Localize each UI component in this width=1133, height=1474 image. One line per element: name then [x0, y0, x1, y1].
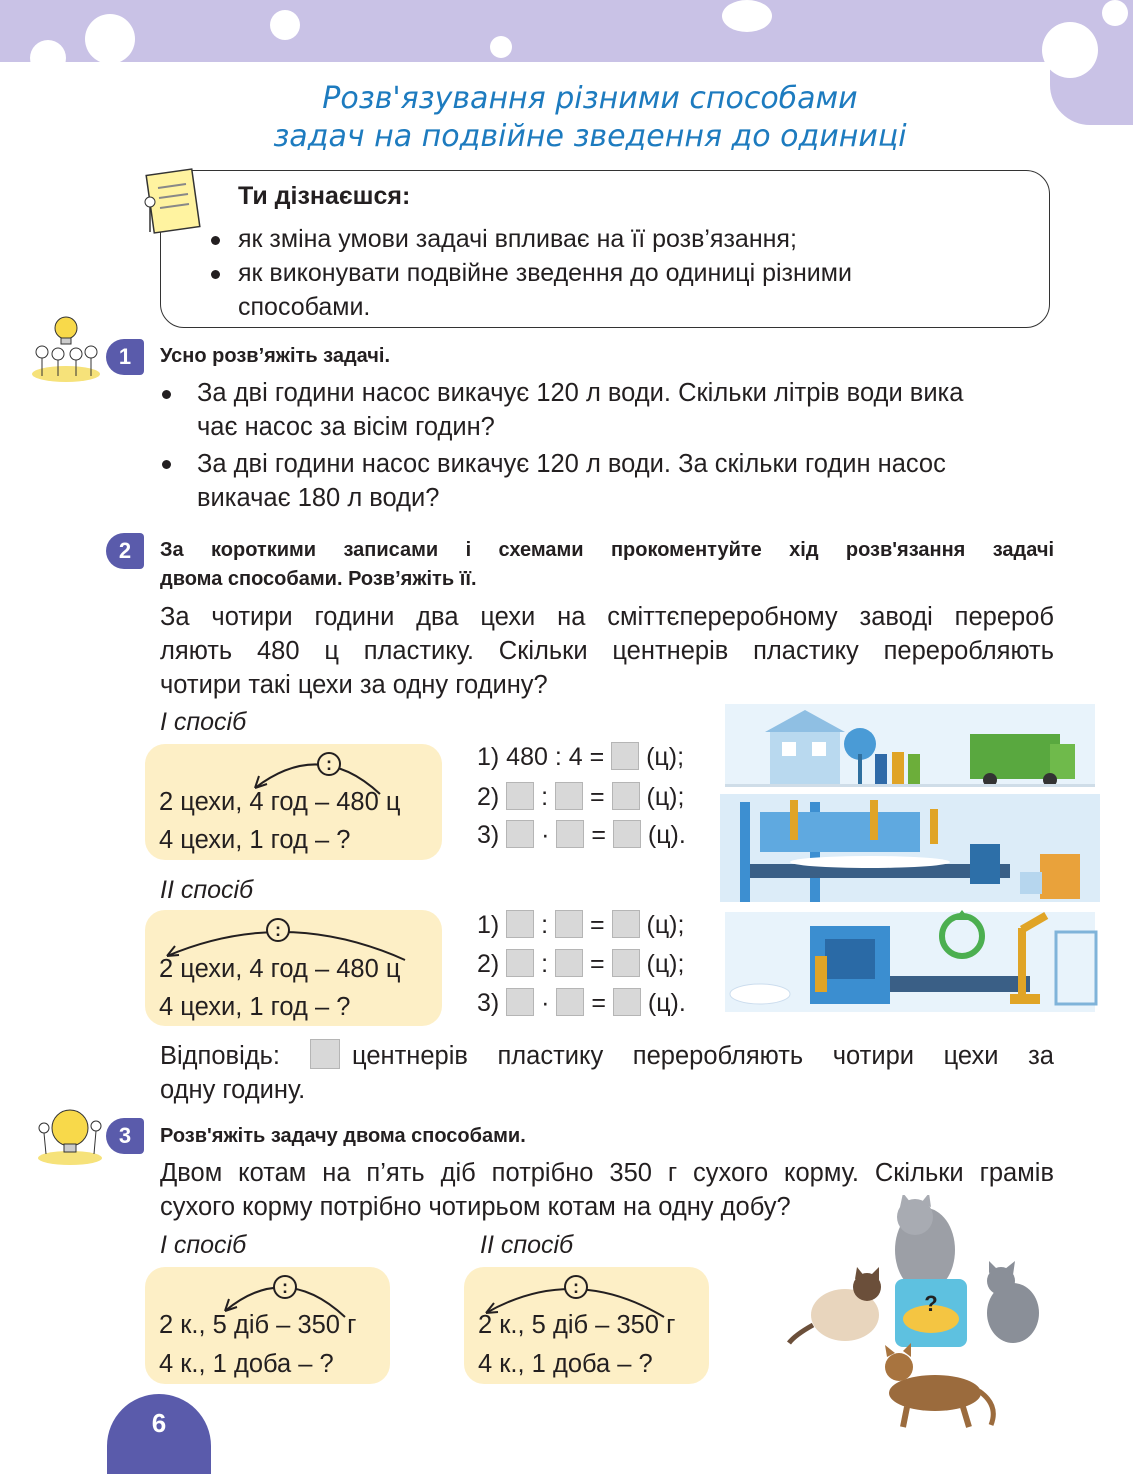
- answer-box[interactable]: [555, 949, 583, 977]
- scheme-line: 4 цехи, 1 год – ?: [159, 993, 351, 1021]
- bubble: [1102, 0, 1128, 26]
- task1-item-line: За дві години насос викачує 120 л води. За скільки годин насос: [197, 450, 946, 478]
- eq-prefix: 2): [477, 783, 500, 811]
- way2-label: ІІ спосіб: [160, 876, 254, 904]
- cats-illustration: [785, 1195, 1055, 1435]
- learn-item: способами.: [238, 293, 371, 321]
- task1-item-line: За дві години насос викачує 120 л води. Скільки літрів води вика: [197, 379, 964, 407]
- answer-box[interactable]: [310, 1039, 340, 1069]
- equation-row: [477, 949, 684, 979]
- scheme-line: 2 к., 5 діб – 350 г: [159, 1311, 357, 1339]
- answer-box[interactable]: [555, 782, 583, 810]
- eq-suffix: (ц);: [646, 783, 685, 811]
- scheme-line: 4 цехи, 1 год – ?: [159, 826, 351, 854]
- task-number-1: 1: [106, 339, 144, 375]
- answer-box[interactable]: [612, 782, 640, 810]
- header-band: [0, 0, 1133, 62]
- task2-problem-line: ляють 480 ц пластику. Скільки центнерів пластику переробляють: [160, 637, 1054, 665]
- eq-suffix: (ц).: [647, 821, 686, 849]
- bubble: [270, 10, 300, 40]
- eq-equals: =: [590, 783, 605, 811]
- answer-box[interactable]: [613, 988, 641, 1016]
- answer-box[interactable]: [612, 910, 640, 938]
- task2-instruction-line2: двома способами. Розв’яжіть її.: [160, 568, 477, 590]
- eq-equals: =: [590, 950, 605, 978]
- equation-row: [477, 782, 684, 812]
- answer-box[interactable]: [506, 988, 534, 1016]
- page-title-line2: задач на подвійне зведення до одиниці: [273, 119, 907, 154]
- eq-equals: =: [591, 821, 606, 849]
- scheme-line: 2 цехи, 4 год – 480 ц: [159, 955, 401, 983]
- task2-instruction-line1: За короткими записами і схемами прокоментуйте хід розв'язання задачі: [160, 539, 1054, 561]
- task3-problem-line: Двом котам на п’ять діб потрібно 350 г сухого корму. Скільки грамів: [160, 1159, 1054, 1187]
- task-number-2: 2: [106, 533, 144, 569]
- bubble: [722, 0, 772, 32]
- eq-op: :: [541, 783, 549, 811]
- answer-box[interactable]: [506, 782, 534, 810]
- eq-prefix: 3): [477, 821, 500, 849]
- division-symbol: :: [266, 918, 290, 942]
- task3-problem-line: сухого корму потрібно чотирьом котам на одну добу?: [160, 1193, 791, 1221]
- answer-box[interactable]: [612, 949, 640, 977]
- eq-prefix: 1): [477, 911, 500, 939]
- eq-op: ·: [541, 821, 550, 849]
- answer-box[interactable]: [611, 742, 639, 770]
- eq-suffix: (ц).: [647, 989, 686, 1017]
- bubble: [490, 36, 512, 58]
- task2-problem-line: чотири такі цехи за одну годину?: [160, 671, 548, 699]
- eq-equals: =: [590, 911, 605, 939]
- eq-prefix: 2): [477, 950, 500, 978]
- division-symbol: :: [564, 1275, 588, 1299]
- eq-op: ·: [541, 989, 550, 1017]
- eq-equals: =: [591, 989, 606, 1017]
- eq-op: :: [541, 950, 549, 978]
- note-icon: [140, 162, 202, 234]
- learn-heading: Ти дізнаєшся:: [238, 182, 411, 210]
- bowl-question-mark: ?: [924, 1291, 938, 1316]
- answer-text-line2: одну годину.: [160, 1076, 306, 1104]
- equation-row: [477, 910, 684, 940]
- task1-item-line: викачає 180 л води?: [197, 484, 440, 512]
- division-symbol: :: [273, 1275, 297, 1299]
- answer-box[interactable]: [556, 988, 584, 1016]
- bubble: [85, 14, 135, 64]
- way2-label: ІІ спосіб: [480, 1231, 574, 1259]
- task-number-3: 3: [106, 1118, 144, 1154]
- answer-box[interactable]: [556, 820, 584, 848]
- bullet: [211, 236, 220, 245]
- task3-instruction: Розв'яжіть задачу двома способами.: [160, 1125, 526, 1147]
- answer-prefix: Відповідь:: [160, 1042, 281, 1070]
- eq-suffix: (ц);: [646, 950, 685, 978]
- answer-box[interactable]: [506, 949, 534, 977]
- bubble: [1042, 22, 1098, 78]
- equation-row: [477, 988, 686, 1018]
- bubble: [30, 40, 66, 76]
- task2-problem-line: За чотири години два цехи на сміттєпереробному заводі перероб: [160, 603, 1054, 631]
- eq-prefix: 1) 480 : 4 =: [477, 743, 605, 771]
- answer-box[interactable]: [506, 820, 534, 848]
- answer-box[interactable]: [613, 820, 641, 848]
- task1-item-line: чає насос за вісім годин?: [197, 413, 495, 441]
- lightbulb-puzzle-icon: [34, 1104, 106, 1166]
- scheme-line: 4 к., 1 доба – ?: [478, 1350, 653, 1378]
- way1-label: І спосіб: [160, 708, 247, 736]
- bullet: [211, 270, 220, 279]
- eq-suffix: (ц);: [646, 911, 685, 939]
- bullet: [162, 460, 171, 469]
- division-symbol: :: [317, 752, 341, 776]
- eq-suffix: (ц);: [646, 743, 685, 771]
- page-title-line1: Розв'язування різними способами: [322, 81, 858, 116]
- equation-row: [477, 820, 686, 850]
- bullet: [162, 390, 171, 399]
- answer-box[interactable]: [506, 910, 534, 938]
- eq-op: :: [541, 911, 549, 939]
- scheme-line: 4 к., 1 доба – ?: [159, 1350, 334, 1378]
- learn-item: як виконувати подвійне зведення до одиниці різними: [238, 259, 852, 287]
- scheme-line: 2 цехи, 4 год – 480 ц: [159, 788, 401, 816]
- learn-item: як зміна умови задачі впливає на її розв’язання;: [238, 225, 797, 253]
- factory-illustration: [720, 704, 1100, 1016]
- scheme-line: 2 к., 5 діб – 350 г: [478, 1311, 676, 1339]
- way1-label: І спосіб: [160, 1231, 247, 1259]
- page-number: 6: [151, 1408, 167, 1438]
- task1-instruction: Усно розв’яжіть задачі.: [160, 345, 391, 367]
- equation-row: [477, 742, 684, 772]
- answer-box[interactable]: [555, 910, 583, 938]
- answer-text: центнерів пластику переробляють чотири цехи за: [352, 1042, 1054, 1070]
- lightbulb-group-icon: [28, 312, 104, 384]
- eq-prefix: 3): [477, 989, 500, 1017]
